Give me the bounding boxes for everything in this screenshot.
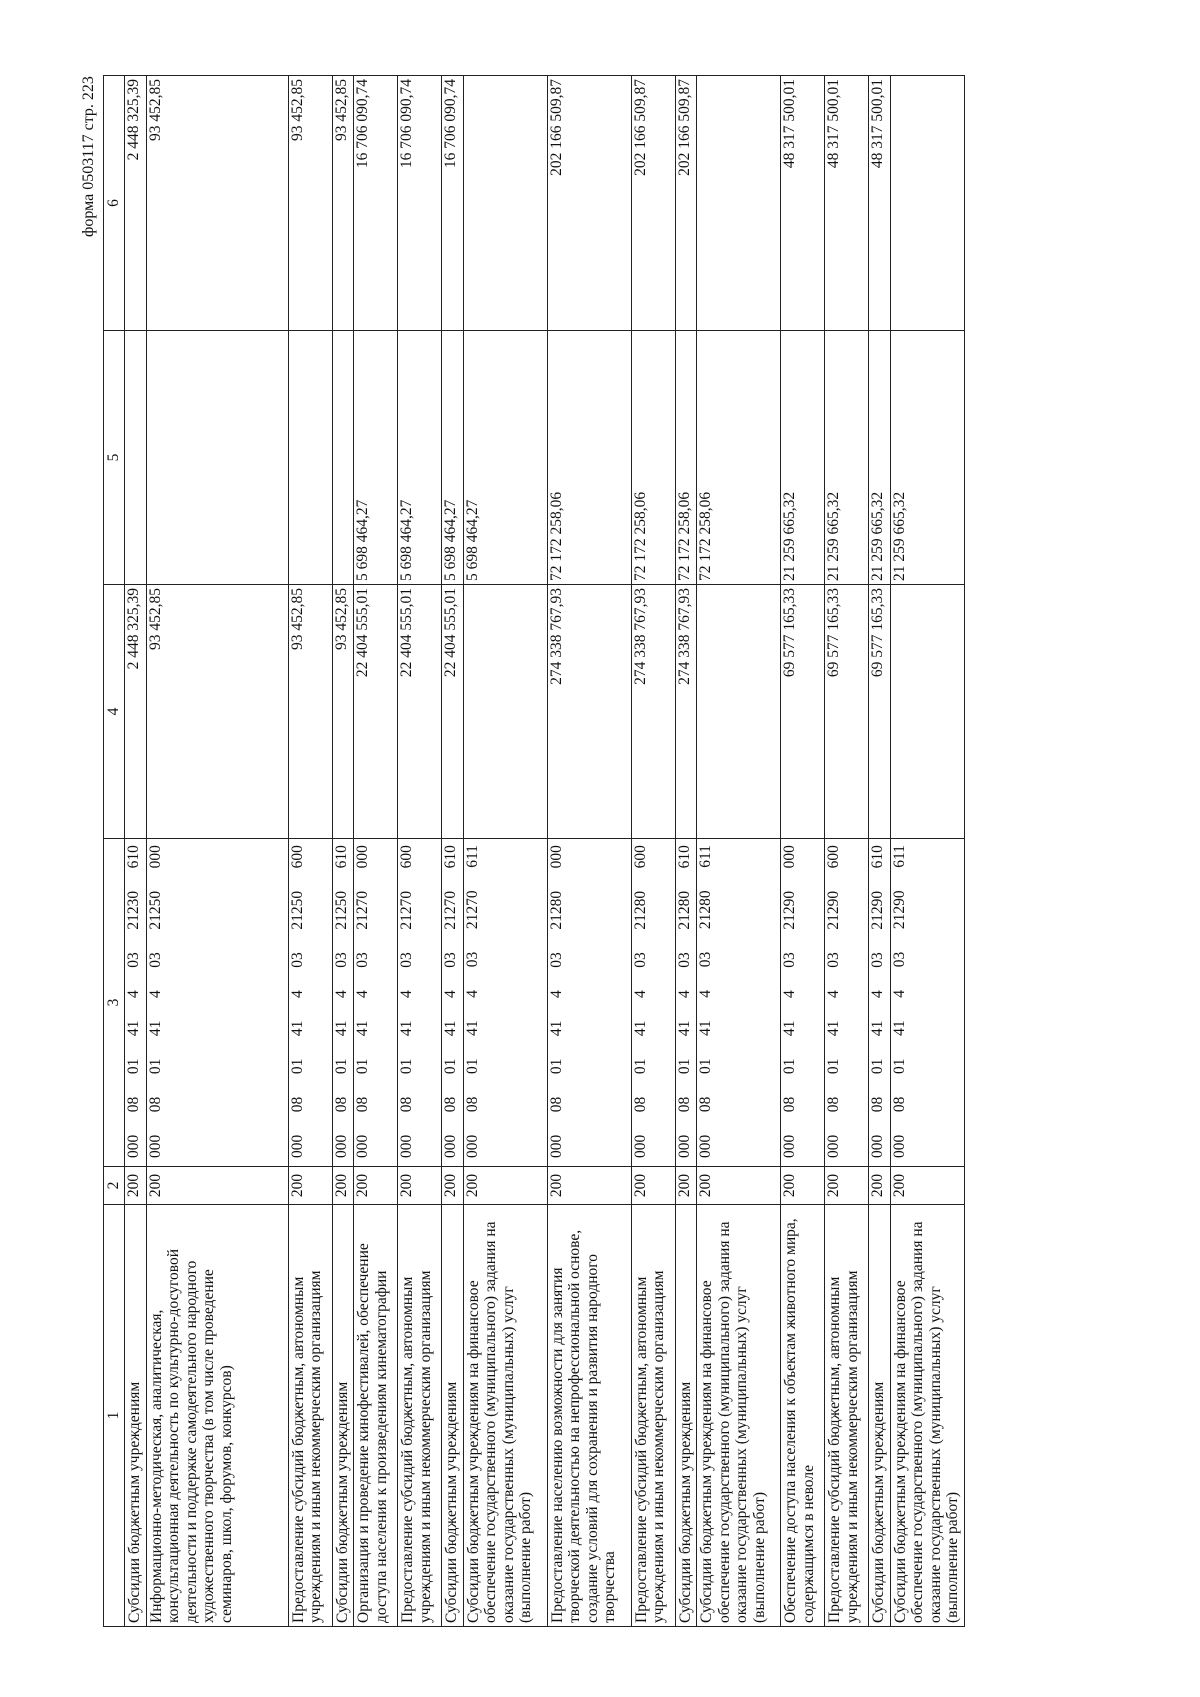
budget-code-part: 08 <box>781 1096 798 1113</box>
row-name-cell: Информационно-методическая, аналитическая, консультационная деятельность по культурно-досуговой деятельности и поддержке самодеятельного народного художественного творчества (в том числе проведение семинаров, школ, форумов, конкурсов) <box>146 1205 288 1627</box>
budget-code-cell <box>463 839 547 1167</box>
budget-code-part: 000 <box>547 1134 565 1158</box>
unexecuted-amount-cell: 93 452,85 <box>146 76 288 331</box>
budget-code-part: 41 <box>675 1020 693 1037</box>
budget-code-cell <box>869 839 891 1167</box>
unexecuted-amount-cell: 2 448 325,39 <box>125 76 147 331</box>
budget-code-part: 000 <box>825 1134 842 1158</box>
column-header: 1 <box>104 1205 125 1627</box>
budget-code-part: 000 <box>354 1134 371 1158</box>
budget-code-cell <box>125 839 147 1167</box>
table-row <box>890 76 964 1627</box>
budget-code-part: 41 <box>125 1020 142 1037</box>
table-row <box>125 76 147 1627</box>
budget-code-part: 000 <box>398 1134 415 1158</box>
budget-code-part: 21290 <box>869 890 886 930</box>
budget-code-part: 610 <box>442 845 459 869</box>
budget-code-part: 08 <box>675 1096 693 1113</box>
table-row <box>631 76 675 1627</box>
budget-code-part: 4 <box>869 990 886 998</box>
executed-amount-cell <box>146 331 288 585</box>
table-row <box>146 76 288 1627</box>
budget-code-part: 08 <box>547 1096 565 1113</box>
budget-code-part: 08 <box>146 1096 164 1113</box>
budget-code-part: 03 <box>675 952 693 968</box>
table-row <box>869 76 891 1627</box>
budget-code-part: 21280 <box>697 890 714 930</box>
budget-code-part: 03 <box>869 952 886 968</box>
line-code-cell: 200 <box>675 1167 697 1205</box>
budget-code-part: 21250 <box>146 890 164 930</box>
unexecuted-amount-cell: 48 317 500,01 <box>869 76 891 331</box>
executed-amount-cell: 21 259 665,32 <box>869 331 891 585</box>
budget-code-part: 08 <box>869 1096 886 1113</box>
table-row <box>442 76 464 1627</box>
budget-code-part: 01 <box>697 1058 714 1074</box>
budget-code-part: 4 <box>288 990 306 998</box>
budget-code-part: 03 <box>547 952 565 968</box>
budget-code <box>125 839 143 1166</box>
line-code-cell: 200 <box>288 1167 332 1205</box>
line-code-cell: 200 <box>125 1167 147 1205</box>
budget-code-part: 4 <box>463 989 481 998</box>
row-name-cell: Субсидии бюджетным учреждениям на финансовое обеспечение государственного (муниципального) задания на оказание государственных (муниципальных) услуг (выполнение работ) <box>463 1205 547 1627</box>
unexecuted-amount-cell <box>697 76 781 331</box>
line-code-cell: 200 <box>463 1167 547 1205</box>
row-name-cell: Предоставление субсидий бюджетным, автономным учреждениям и иным некоммерческим организациям <box>288 1205 332 1627</box>
budget-code-part: 4 <box>125 990 142 998</box>
unexecuted-amount-cell: 202 166 509,87 <box>675 76 697 331</box>
budget-code-part: 03 <box>442 952 459 968</box>
line-code-cell: 200 <box>146 1167 288 1205</box>
budget-code-part: 01 <box>547 1058 565 1075</box>
approved-amount-cell: 69 577 165,33 <box>869 585 891 839</box>
row-name-cell: Субсидии бюджетным учреждениям <box>869 1205 891 1627</box>
budget-code-part: 611 <box>463 845 481 868</box>
budget-code-part: 08 <box>288 1096 306 1113</box>
budget-code-part: 000 <box>288 1134 306 1158</box>
budget-code-part: 21280 <box>675 890 693 930</box>
budget-code-part: 600 <box>631 845 649 869</box>
budget-code-part: 01 <box>354 1058 371 1075</box>
budget-code-part: 000 <box>463 1134 481 1158</box>
line-code-cell: 200 <box>825 1167 869 1205</box>
budget-code-part: 41 <box>825 1020 842 1037</box>
budget-code-part: 4 <box>890 989 908 998</box>
budget-code-part: 41 <box>463 1020 481 1036</box>
budget-code-part: 01 <box>146 1058 164 1075</box>
budget-code-part: 03 <box>463 951 481 968</box>
budget-code <box>354 839 372 1166</box>
unexecuted-amount-cell: 93 452,85 <box>332 76 354 331</box>
row-name-cell: Субсидии бюджетным учреждениям на финансовое обеспечение государственного (муниципального) задания на оказание государственных (муниципальных) услуг (выполнение работ) <box>890 1205 964 1627</box>
budget-code-part: 611 <box>697 845 714 868</box>
budget-code-part: 03 <box>146 952 164 968</box>
line-code-cell: 200 <box>697 1167 781 1205</box>
row-name-cell: Субсидии бюджетным учреждениям <box>332 1205 354 1627</box>
budget-code-part: 03 <box>631 952 649 968</box>
budget-code <box>398 839 416 1166</box>
budget-code-part: 01 <box>288 1058 306 1075</box>
budget-code-part: 01 <box>125 1058 142 1075</box>
row-name-cell: Субсидии бюджетным учреждениям <box>125 1205 147 1627</box>
unexecuted-amount-cell: 202 166 509,87 <box>547 76 631 331</box>
budget-code-part: 21290 <box>825 890 842 930</box>
budget-code <box>333 839 351 1166</box>
budget-code-part: 4 <box>697 989 714 998</box>
table-row <box>354 76 398 1627</box>
budget-code-part: 000 <box>697 1134 714 1158</box>
budget-code-part: 4 <box>146 990 164 998</box>
executed-amount-cell: 72 172 258,06 <box>697 331 781 585</box>
budget-code <box>676 839 694 1166</box>
budget-code-part: 000 <box>442 1134 459 1158</box>
budget-code-part: 08 <box>354 1096 371 1113</box>
budget-code-cell <box>781 839 825 1167</box>
table-row <box>675 76 697 1627</box>
row-name-cell: Субсидии бюджетным учреждениям <box>675 1205 697 1627</box>
budget-code-part: 41 <box>146 1020 164 1037</box>
budget-code-part: 610 <box>332 845 350 869</box>
budget-code <box>891 839 909 1166</box>
budget-code-part: 03 <box>398 952 415 968</box>
budget-code-part: 03 <box>890 951 908 968</box>
budget-code-part: 41 <box>631 1020 649 1037</box>
budget-code-part: 4 <box>825 990 842 998</box>
unexecuted-amount-cell: 48 317 500,01 <box>825 76 869 331</box>
row-name-cell: Предоставление субсидий бюджетным, автономным учреждениям и иным некоммерческим организациям <box>631 1205 675 1627</box>
budget-code-part: 000 <box>675 1134 693 1158</box>
approved-amount-cell: 69 577 165,33 <box>825 585 869 839</box>
budget-code-part: 08 <box>825 1096 842 1113</box>
budget-code-part: 600 <box>825 845 842 869</box>
budget-code-part: 21270 <box>442 890 459 930</box>
budget-code-part: 000 <box>146 1134 164 1158</box>
budget-code-cell <box>675 839 697 1167</box>
budget-code-part: 03 <box>354 952 371 968</box>
budget-code-part: 21290 <box>781 890 798 930</box>
approved-amount-cell: 274 338 767,93 <box>631 585 675 839</box>
budget-code <box>289 839 307 1166</box>
budget-code-part: 21250 <box>332 890 350 930</box>
budget-code <box>781 839 799 1166</box>
approved-amount-cell: 93 452,85 <box>146 585 288 839</box>
table-row <box>398 76 442 1627</box>
budget-code-part: 41 <box>332 1020 350 1037</box>
budget-code-part: 41 <box>398 1020 415 1037</box>
line-code-cell: 200 <box>781 1167 825 1205</box>
budget-code <box>825 839 843 1166</box>
line-code-cell: 200 <box>869 1167 891 1205</box>
executed-amount-cell: 5 698 464,27 <box>354 331 398 585</box>
budget-code-part: 41 <box>354 1020 371 1037</box>
budget-code-part: 01 <box>631 1058 649 1075</box>
table-row <box>463 76 547 1627</box>
executed-amount-cell: 5 698 464,27 <box>463 331 547 585</box>
budget-code-cell <box>354 839 398 1167</box>
budget-code-part: 4 <box>354 990 371 998</box>
executed-amount-cell: 21 259 665,32 <box>825 331 869 585</box>
budget-code-part: 41 <box>781 1020 798 1037</box>
budget-code-part: 01 <box>398 1058 415 1075</box>
budget-code-part: 4 <box>398 990 415 998</box>
budget-code-part: 000 <box>781 845 798 869</box>
budget-code-part: 000 <box>547 845 565 869</box>
header-row <box>104 76 125 1627</box>
line-code-cell: 200 <box>890 1167 964 1205</box>
budget-code-part: 03 <box>332 952 350 968</box>
budget-code-part: 000 <box>146 845 164 869</box>
table-row <box>825 76 869 1627</box>
row-name-cell: Субсидии бюджетным учреждениям на финансовое обеспечение государственного (муниципального) задания на оказание государственных (муниципальных) услуг (выполнение работ) <box>697 1205 781 1627</box>
budget-code-part: 08 <box>398 1096 415 1113</box>
budget-code-part: 4 <box>332 990 350 998</box>
budget-code-part: 000 <box>890 1134 908 1158</box>
budget-code-part: 000 <box>332 1134 350 1158</box>
unexecuted-amount-cell <box>463 76 547 331</box>
budget-code-cell <box>332 839 354 1167</box>
budget-code-part: 03 <box>825 952 842 968</box>
budget-code-cell <box>288 839 332 1167</box>
approved-amount-cell: 274 338 767,93 <box>675 585 697 839</box>
budget-code-part: 03 <box>697 951 714 968</box>
column-header: 5 <box>104 331 125 585</box>
column-header: 2 <box>104 1167 125 1205</box>
budget-code-part: 21280 <box>547 890 565 930</box>
executed-amount-cell: 5 698 464,27 <box>442 331 464 585</box>
unexecuted-amount-cell: 16 706 090,74 <box>354 76 398 331</box>
budget-code-part: 01 <box>442 1058 459 1075</box>
budget-code-part: 08 <box>442 1096 459 1113</box>
budget-code-part: 08 <box>890 1096 908 1113</box>
budget-code-part: 41 <box>442 1020 459 1037</box>
budget-code-cell <box>398 839 442 1167</box>
budget-code-part: 08 <box>697 1096 714 1113</box>
budget-code-part: 4 <box>631 990 649 998</box>
budget-code <box>147 839 165 1166</box>
approved-amount-cell: 69 577 165,33 <box>781 585 825 839</box>
budget-code-part: 41 <box>697 1020 714 1036</box>
approved-amount-cell: 93 452,85 <box>332 585 354 839</box>
budget-code-part: 000 <box>869 1134 886 1158</box>
budget-code-part: 41 <box>288 1020 306 1037</box>
budget-code-part: 41 <box>547 1020 565 1037</box>
budget-code-cell <box>146 839 288 1167</box>
budget-code-part: 41 <box>890 1020 908 1036</box>
budget-code-part: 08 <box>125 1096 142 1113</box>
report-table <box>103 75 965 1627</box>
budget-code-part: 01 <box>890 1058 908 1074</box>
budget-code-part: 21270 <box>398 890 415 930</box>
executed-amount-cell: 5 698 464,27 <box>398 331 442 585</box>
budget-code-part: 08 <box>332 1096 350 1113</box>
approved-amount-cell <box>463 585 547 839</box>
budget-code <box>632 839 650 1166</box>
column-header: 3 <box>104 839 125 1167</box>
line-code-cell: 200 <box>442 1167 464 1205</box>
table-row <box>288 76 332 1627</box>
budget-code-part: 4 <box>781 990 798 998</box>
budget-code-part: 01 <box>332 1058 350 1075</box>
budget-code-part: 21290 <box>890 890 908 930</box>
approved-amount-cell: 93 452,85 <box>288 585 332 839</box>
budget-code-cell <box>890 839 964 1167</box>
budget-code-part: 4 <box>675 990 693 998</box>
table-row <box>697 76 781 1627</box>
executed-amount-cell: 72 172 258,06 <box>675 331 697 585</box>
executed-amount-cell <box>288 331 332 585</box>
budget-code-part: 21230 <box>125 890 142 930</box>
approved-amount-cell: 22 404 555,01 <box>398 585 442 839</box>
budget-code-part: 000 <box>781 1134 798 1158</box>
budget-code-part: 000 <box>354 845 371 869</box>
row-name-cell: Организация и проведение кинофестивалей, обеспечение доступа населения к произведениям кинематографии <box>354 1205 398 1627</box>
budget-code-part: 600 <box>288 845 306 869</box>
budget-code-part: 01 <box>825 1058 842 1075</box>
budget-code-part: 600 <box>398 845 415 869</box>
row-name-cell: Предоставление населению возможности для занятия творческой деятельностью на непрофессиональной основе, создание условий для сохранения и развития народного творчества <box>547 1205 631 1627</box>
line-code-cell: 200 <box>354 1167 398 1205</box>
executed-amount-cell: 21 259 665,32 <box>781 331 825 585</box>
budget-code-cell <box>825 839 869 1167</box>
unexecuted-amount-cell: 16 706 090,74 <box>398 76 442 331</box>
budget-code <box>697 839 715 1166</box>
row-name-cell: Предоставление субсидий бюджетным, автономным учреждениям и иным некоммерческим организациям <box>398 1205 442 1627</box>
line-code-cell: 200 <box>398 1167 442 1205</box>
row-name-cell: Предоставление субсидий бюджетным, автономным учреждениям и иным некоммерческим организациям <box>825 1205 869 1627</box>
approved-amount-cell: 2 448 325,39 <box>125 585 147 839</box>
executed-amount-cell: 72 172 258,06 <box>547 331 631 585</box>
approved-amount-cell: 22 404 555,01 <box>442 585 464 839</box>
budget-code-cell <box>547 839 631 1167</box>
approved-amount-cell: 22 404 555,01 <box>354 585 398 839</box>
budget-code-part: 03 <box>781 952 798 968</box>
budget-code-part: 21280 <box>631 890 649 930</box>
budget-code-part: 41 <box>869 1020 886 1037</box>
budget-code-part: 03 <box>125 952 142 968</box>
budget-code-part: 08 <box>631 1096 649 1113</box>
unexecuted-amount-cell: 93 452,85 <box>288 76 332 331</box>
budget-code-part: 21250 <box>288 890 306 930</box>
line-code-cell: 200 <box>332 1167 354 1205</box>
line-code-cell: 200 <box>631 1167 675 1205</box>
column-header: 6 <box>104 76 125 331</box>
budget-code-part: 610 <box>125 845 142 869</box>
line-code-cell: 200 <box>547 1167 631 1205</box>
unexecuted-amount-cell: 48 317 500,01 <box>781 76 825 331</box>
executed-amount-cell: 72 172 258,06 <box>631 331 675 585</box>
budget-code-cell <box>442 839 464 1167</box>
budget-code-part: 01 <box>781 1058 798 1075</box>
budget-code <box>548 839 566 1166</box>
budget-code-part: 01 <box>463 1058 481 1074</box>
approved-amount-cell: 274 338 767,93 <box>547 585 631 839</box>
budget-code-part: 01 <box>869 1058 886 1075</box>
row-name-cell: Обеспечение доступа населения к объектам животного мира, содержащимся в неволе <box>781 1205 825 1627</box>
executed-amount-cell <box>125 331 147 585</box>
budget-code-part: 000 <box>125 1134 142 1158</box>
approved-amount-cell <box>890 585 964 839</box>
unexecuted-amount-cell: 202 166 509,87 <box>631 76 675 331</box>
table-row <box>547 76 631 1627</box>
budget-code-part: 610 <box>675 845 693 869</box>
budget-code-part: 000 <box>631 1134 649 1158</box>
executed-amount-cell <box>332 331 354 585</box>
budget-code-part: 21270 <box>463 890 481 930</box>
budget-code <box>464 839 482 1166</box>
budget-code-cell <box>631 839 675 1167</box>
budget-code-cell <box>697 839 781 1167</box>
budget-code-part: 21270 <box>354 890 371 930</box>
form-label: форма 0503117 стр. 223 <box>80 76 97 237</box>
approved-amount-cell <box>697 585 781 839</box>
budget-code-part: 01 <box>675 1058 693 1075</box>
budget-code-part: 4 <box>442 990 459 998</box>
table-row <box>781 76 825 1627</box>
budget-code <box>869 839 887 1166</box>
budget-code <box>442 839 460 1166</box>
budget-code-part: 610 <box>869 845 886 869</box>
budget-code-part: 4 <box>547 990 565 998</box>
unexecuted-amount-cell: 16 706 090,74 <box>442 76 464 331</box>
column-header: 4 <box>104 585 125 839</box>
table-row <box>332 76 354 1627</box>
budget-code-part: 611 <box>890 845 908 868</box>
executed-amount-cell: 21 259 665,32 <box>890 331 964 585</box>
row-name-cell: Субсидии бюджетным учреждениям <box>442 1205 464 1627</box>
budget-code-part: 08 <box>463 1096 481 1113</box>
unexecuted-amount-cell <box>890 76 964 331</box>
budget-code-part: 03 <box>288 952 306 968</box>
